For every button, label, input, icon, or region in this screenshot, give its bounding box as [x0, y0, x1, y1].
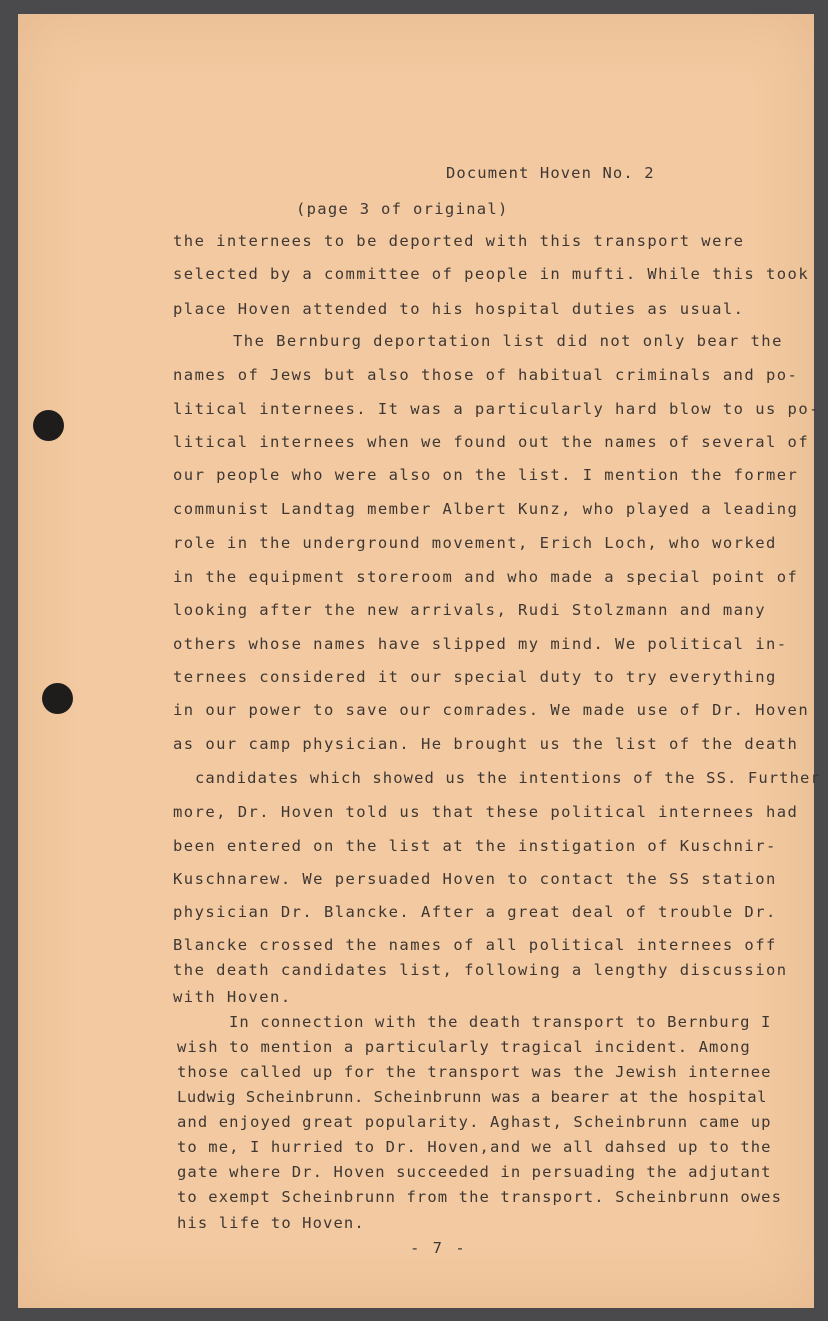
text-line: The Bernburg deportation list did not only bear the — [233, 332, 783, 350]
text-line: to me, I hurried to Dr. Hoven,and we all dahsed up to the — [177, 1138, 772, 1156]
text-line: in our power to save our comrades. We made use of Dr. Hoven — [173, 701, 810, 719]
text-line: physician Dr. Blancke. After a great deal of trouble Dr. — [173, 903, 777, 921]
text-line: in the equipment storeroom and who made a special point of — [173, 568, 799, 586]
text-line: as our camp physician. He brought us the list of the death — [173, 735, 799, 753]
text-line: to exempt Scheinbrunn from the transport. Scheinbrunn owes — [177, 1188, 783, 1206]
punch-hole-bottom — [42, 683, 73, 714]
document-header: Document Hoven No. 2 — [446, 164, 655, 182]
text-line: others whose names have slipped my mind. We political in- — [173, 635, 788, 653]
text-line: been entered on the list at the instigation of Kuschnir- — [173, 837, 777, 855]
text-line: Ludwig Scheinbrunn. Scheinbrunn was a bearer at the hospital — [177, 1088, 767, 1106]
text-line: selected by a committee of people in mufti. While this took — [173, 265, 810, 283]
text-line: litical internees. It was a particularly hard blow to us po- — [173, 400, 820, 418]
text-line: ternees considered it our special duty to try everything — [173, 668, 777, 686]
document-subheader: (page 3 of original) — [296, 200, 509, 218]
text-line: the internees to be deported with this transport were — [173, 232, 745, 250]
text-line: more, Dr. Hoven told us that these political internees had — [173, 803, 799, 821]
text-line: names of Jews but also those of habitual criminals and po- — [173, 366, 799, 384]
text-line: wish to mention a particularly tragical incident. Among — [177, 1038, 751, 1056]
text-line: communist Landtag member Albert Kunz, who played a leading — [173, 500, 799, 518]
text-line: his life to Hoven. — [177, 1214, 365, 1232]
text-line: role in the underground movement, Erich Loch, who worked — [173, 534, 777, 552]
text-line: looking after the new arrivals, Rudi Stolzmann and many — [173, 601, 766, 619]
text-line: and enjoyed great popularity. Aghast, Scheinbrunn came up — [177, 1113, 772, 1131]
text-line: gate where Dr. Hoven succeeded in persuading the adjutant — [177, 1163, 772, 1181]
text-line: Kuschnarew. We persuaded Hoven to contact the SS station — [173, 870, 777, 888]
page-number: - 7 - — [410, 1239, 467, 1257]
text-line: with Hoven. — [173, 988, 292, 1006]
text-line: In connection with the death transport to Bernburg I — [229, 1013, 772, 1031]
text-line: place Hoven attended to his hospital duties as usual. — [173, 300, 745, 318]
punch-hole-top — [33, 410, 64, 441]
text-line: our people who were also on the list. I mention the former — [173, 466, 799, 484]
text-line: the death candidates list, following a lengthy discussion — [173, 961, 788, 979]
text-line: those called up for the transport was the Jewish internee — [177, 1063, 772, 1081]
text-line: Blancke crossed the names of all political internees off — [173, 936, 777, 954]
text-line: litical internees when we found out the names of several of — [173, 433, 810, 451]
text-line: candidates which showed us the intentions of the SS. Further — [195, 769, 821, 787]
